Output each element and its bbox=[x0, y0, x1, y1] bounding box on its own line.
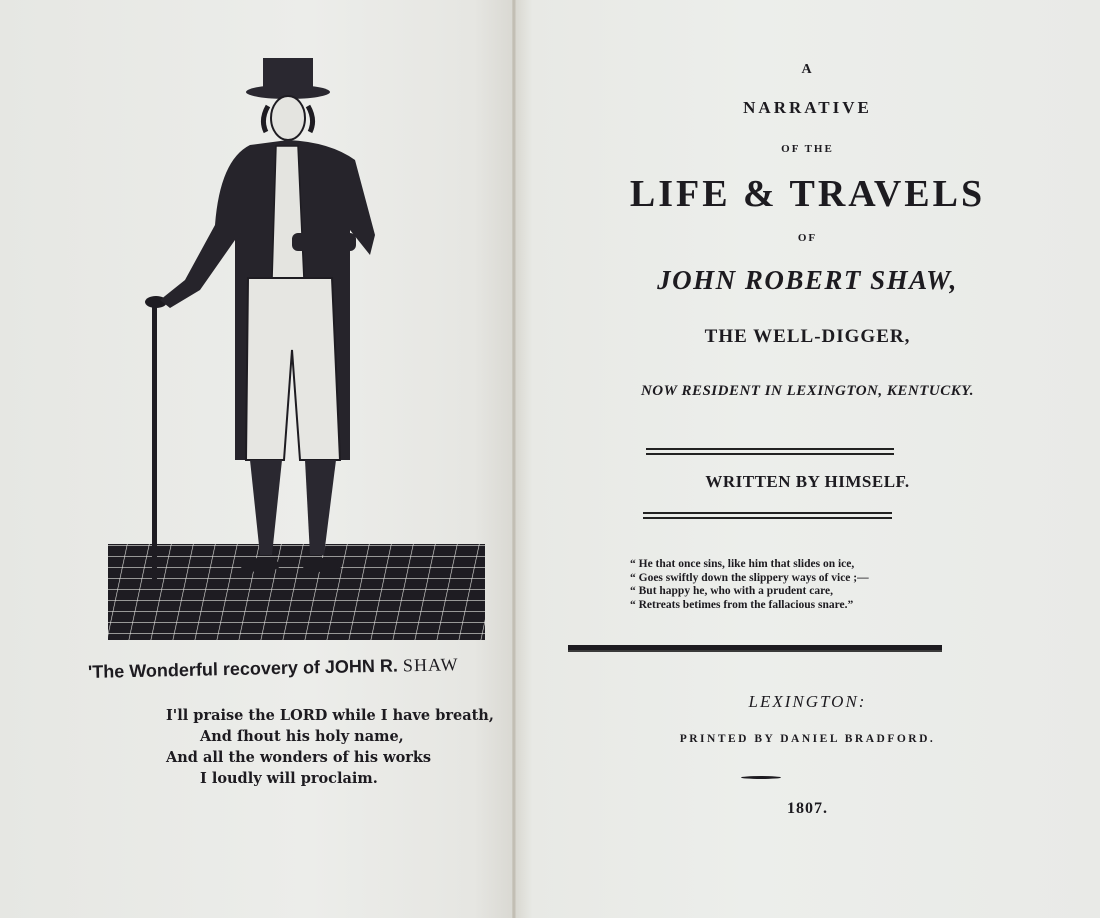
epigraph-line-3: “ But happy he, who with a prudent care, bbox=[630, 585, 833, 597]
ornamental-dash bbox=[741, 776, 781, 779]
title-residence: NOW RESIDENT IN LEXINGTON, KENTUCKY. bbox=[640, 383, 975, 399]
imprint-year: 1807. bbox=[787, 800, 828, 817]
byline: WRITTEN BY HIMSELF. bbox=[705, 472, 910, 491]
title-author-name: JOHN ROBERT SHAW, bbox=[657, 265, 958, 295]
woodcut-portrait-illustration bbox=[100, 50, 490, 645]
epigraph-line-2: “ Goes swiftly down the slippery ways of vice ;— bbox=[630, 571, 869, 584]
double-rule-top bbox=[646, 448, 894, 455]
epigraph bbox=[630, 558, 869, 612]
imprint-printer: PRINTED BY DANIEL BRADFORD. bbox=[679, 733, 936, 745]
title-life-travels: LIFE & TRAVELS bbox=[629, 173, 986, 215]
thick-rule bbox=[568, 645, 942, 652]
title-occupation: THE WELL-DIGGER, bbox=[704, 326, 911, 347]
caption-text: 'The Wonderful recovery of JOHN R. bbox=[87, 655, 399, 682]
title-of-the: OF THE bbox=[781, 143, 834, 155]
verse-line-2: And ſhout his holy name, bbox=[200, 728, 404, 745]
title-narrative: NARRATIVE bbox=[743, 98, 872, 117]
title-of: OF bbox=[797, 232, 818, 244]
verse-line-3: And all the wonders of his works bbox=[166, 749, 432, 766]
title-article: A bbox=[801, 62, 814, 77]
right-page bbox=[515, 0, 1100, 918]
imprint-place: LEXINGTON: bbox=[748, 692, 867, 711]
epigraph-line-1: “ He that once sins, like him that slides on ice, bbox=[630, 558, 855, 570]
book-gutter bbox=[512, 0, 516, 918]
double-rule-bottom bbox=[643, 512, 892, 519]
caption-surname: SHAW bbox=[402, 654, 459, 676]
verse-line-4: I loudly will proclaim. bbox=[200, 770, 378, 787]
epigraph-line-4: “ Retreats betimes from the fallacious snare.” bbox=[630, 598, 854, 611]
verse-line-1: I'll praise the LORD while I have breath, bbox=[166, 707, 494, 724]
